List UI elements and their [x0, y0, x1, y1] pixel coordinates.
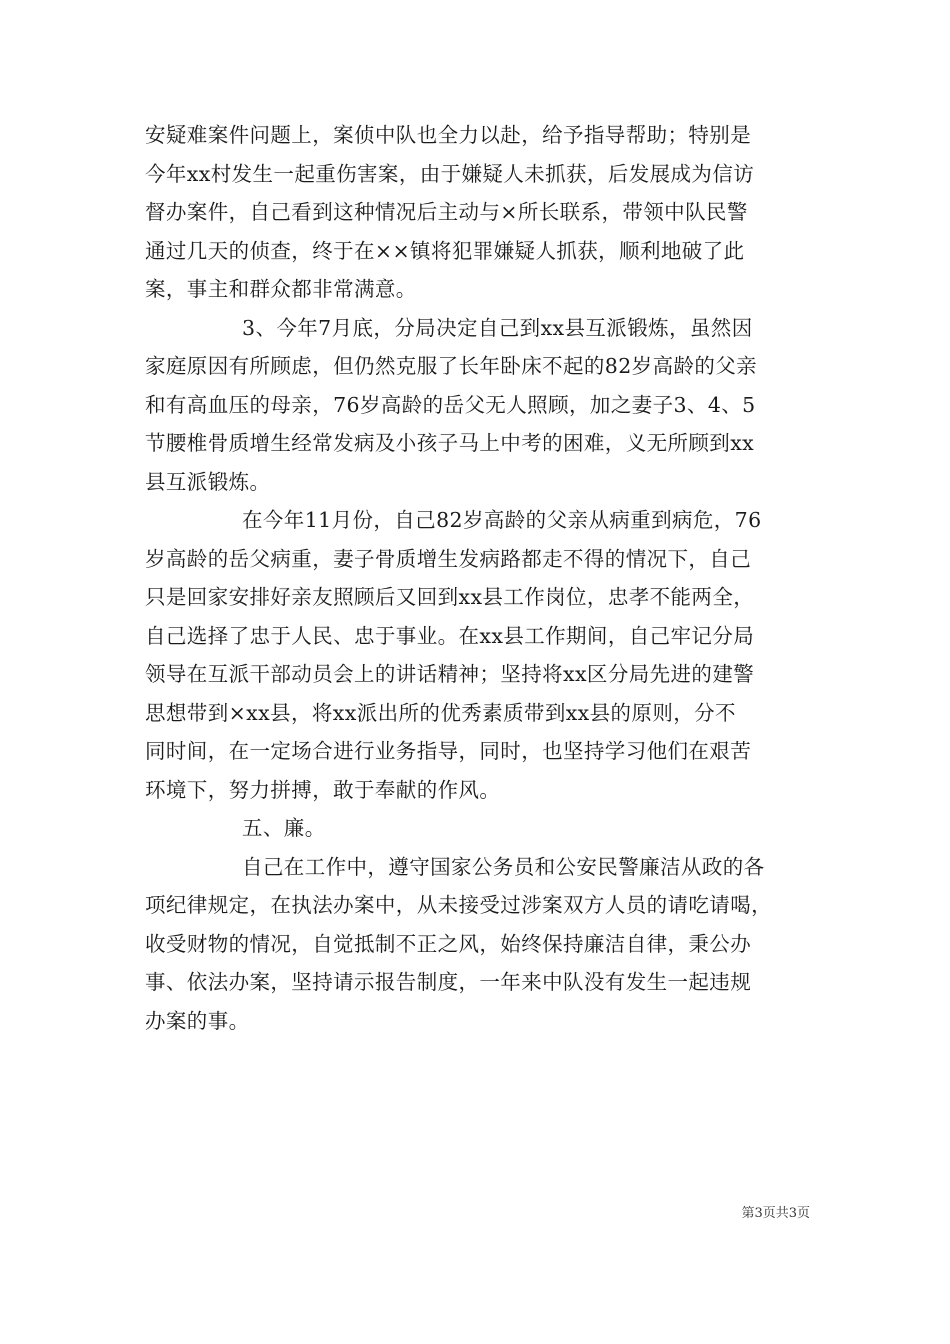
- text-line: 自己选择了忠于人民、忠于事业。在xx县工作期间，自己牢记分局: [145, 623, 755, 648]
- text-line: 环境下，努力拼搏，敢于奉献的作风。: [145, 777, 501, 802]
- text-line: 家庭原因有所顾虑，但仍然克服了长年卧床不起的82岁高龄的父亲: [145, 354, 758, 378]
- text-line: 同时间，在一定场合进行业务指导，同时，也坚持学习他们在艰苦: [145, 739, 752, 763]
- document-body: [145, 116, 810, 1040]
- text-line: 办案的事。: [145, 1008, 250, 1033]
- text-line: 思想带到×xx县，将xx派出所的优秀素质带到xx县的原则，分不: [145, 700, 736, 725]
- text-line: 收受财物的情况，自觉抵制不正之风，始终保持廉洁自律，秉公办: [145, 931, 752, 956]
- text-line: 项纪律规定，在执法办案中，从未接受过涉案双方人员的请吃请喝，: [145, 893, 772, 917]
- text-line: 五、廉。: [242, 816, 326, 840]
- text-line: 事、依法办案，坚持请示报告制度，一年来中队没有发生一起违规: [145, 970, 752, 994]
- text-line: 今年xx村发生一起重伤害案，由于嫌疑人未抓获，后发展成为信访: [145, 161, 755, 186]
- text-line: 3、今年7月底，分局决定自己到xx县互派锻炼，虽然因: [242, 315, 753, 340]
- text-line: 安疑难案件问题上，案侦中队也全力以赴，给予指导帮助；特别是: [145, 123, 752, 147]
- text-line: 案，事主和群众都非常满意。: [145, 277, 417, 301]
- text-line: 领导在互派干部动员会上的讲话精神；坚持将xx区分局先进的建警: [145, 662, 755, 686]
- text-line: 节腰椎骨质增生经常发病及小孩子马上中考的困难，义无所顾到xx: [145, 431, 755, 455]
- text-line: 县互派锻炼。: [145, 469, 271, 494]
- text-line: 自己在工作中，遵守国家公务员和公安民警廉洁从政的各: [242, 854, 765, 879]
- page-number: 第3页共3页: [741, 1206, 810, 1221]
- text-line: 只是回家安排好亲友照顾后又回到xx县工作岗位，忠孝不能两全，: [145, 585, 755, 609]
- text-line: 和有高血压的母亲，76岁高龄的岳父无人照顾，加之妻子3、4、5: [145, 392, 756, 417]
- text-line: 在今年11月份，自己82岁高龄的父亲从病重到病危，76: [242, 508, 762, 532]
- text-line: 通过几天的侦查，终于在××镇将犯罪嫌疑人抓获，顺利地破了此: [145, 238, 745, 263]
- text-line: 岁高龄的岳父病重，妻子骨质增生发病路都走不得的情况下，自己: [145, 546, 752, 571]
- text-line: 督办案件，自己看到这种情况后主动与×所长联系，带领中队民警: [145, 200, 748, 224]
